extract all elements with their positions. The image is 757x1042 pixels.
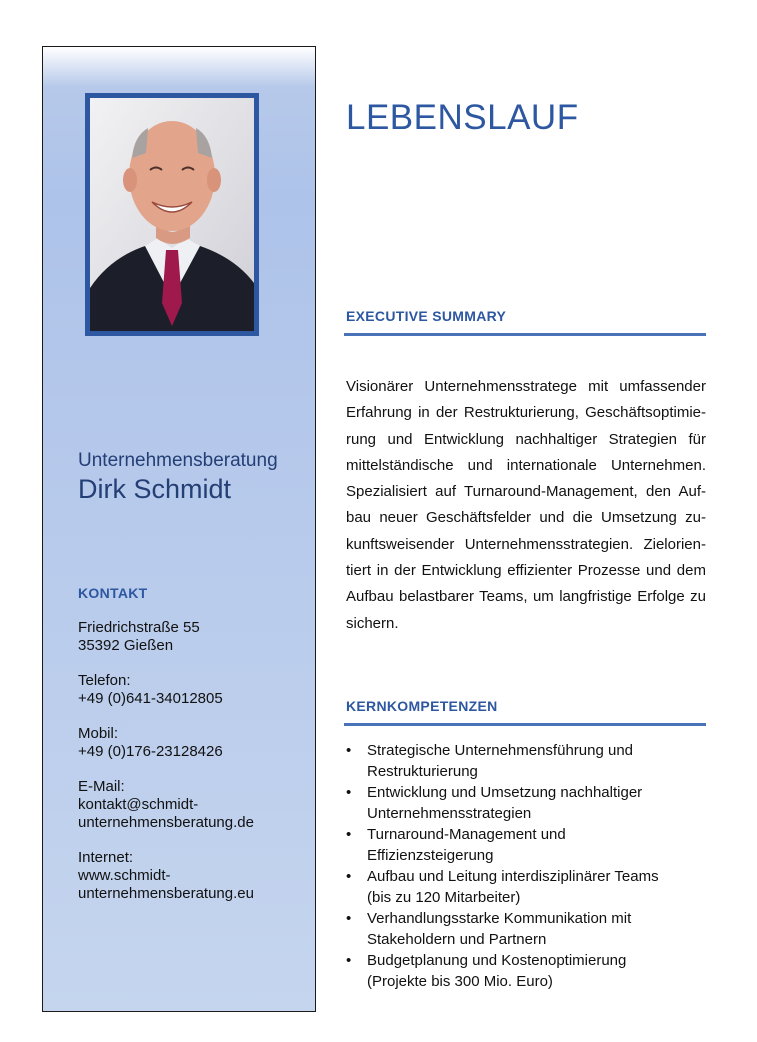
bullet-icon: • [346, 952, 352, 969]
phone-label: Telefon: [78, 672, 131, 689]
list-item: • Aufbau und Leitung interdisziplinärer Teams (bis zu 120 Mitarbeiter) [346, 868, 659, 906]
address-street: Friedrichstraße 55 [78, 619, 200, 636]
email-line2: unternehmensberatung.de [78, 814, 254, 831]
profile-photo [90, 98, 254, 331]
list-item: • Turnaround-Management und Effizienzsteigerung [346, 826, 566, 864]
profile-photo-frame [85, 93, 259, 336]
internet-line2: unternehmensberatung.eu [78, 885, 254, 902]
bullet-icon: • [346, 742, 352, 759]
list-item: • Entwicklung und Umsetzung nachhaltiger Unternehmensstrategien [346, 784, 643, 822]
portrait-image [90, 98, 254, 331]
summary-text: Visionärer Unternehmensstratege mit umfassender Erfahrung in der Restrukturierung, Geschäftsoptimie-rung und Entwicklung nachhaltiger Strategien für mittelständische und internationale Unternehmen. Spezialisiert auf Turnaround-Management, den Auf-bau neuer Geschäftsfelder und die Umsetzung zu-kunftsweisender Unternehmensstrategien. Zielorien-tiert in der Entwicklung effizienter Prozesse und dem Aufbau belastbarer Teams, um langfristige Erfolge zu sichern. [346, 378, 706, 632]
email-block [78, 778, 254, 832]
list-item: • Verhandlungsstarke Kommunikation mit Stakeholdern und Partnern [346, 910, 632, 948]
competences-heading: KERNKOMPETENZEN [346, 698, 498, 714]
bullet-icon: • [346, 826, 352, 843]
phone-block [78, 672, 223, 708]
summary-divider [344, 333, 706, 336]
address-city: 35392 Gießen [78, 637, 174, 654]
sidebar [42, 46, 316, 1012]
internet-block [78, 849, 254, 903]
contact-heading: KONTAKT [78, 585, 148, 601]
bullet-icon: • [346, 910, 352, 927]
company-name: Dirk Schmidt [78, 474, 232, 504]
bullet-icon: • [346, 784, 352, 801]
competences-divider [344, 723, 706, 726]
address [78, 619, 200, 655]
phone-value: +49 (0)641-34012805 [78, 690, 223, 707]
internet-line1: www.schmidt- [78, 867, 171, 884]
bullet-icon: • [346, 868, 352, 885]
internet-label: Internet: [78, 849, 134, 866]
competences-list [346, 740, 706, 992]
mobile-label: Mobil: [78, 725, 119, 742]
list-item: • Budgetplanung und Kostenoptimierung (Projekte bis 300 Mio. Euro) [346, 952, 627, 990]
mobile-value: +49 (0)176-23128426 [78, 743, 223, 760]
email-line1: kontakt@schmidt- [78, 796, 199, 813]
summary-heading: EXECUTIVE SUMMARY [346, 308, 507, 324]
mobile-block [78, 725, 223, 761]
list-item: • Strategische Unternehmensführung und Restrukturierung [346, 742, 634, 780]
page-title: LEBENSLAUF [346, 98, 579, 137]
email-label: E-Mail: [78, 778, 125, 795]
company-subtitle: Unternehmensberatung [78, 450, 278, 471]
